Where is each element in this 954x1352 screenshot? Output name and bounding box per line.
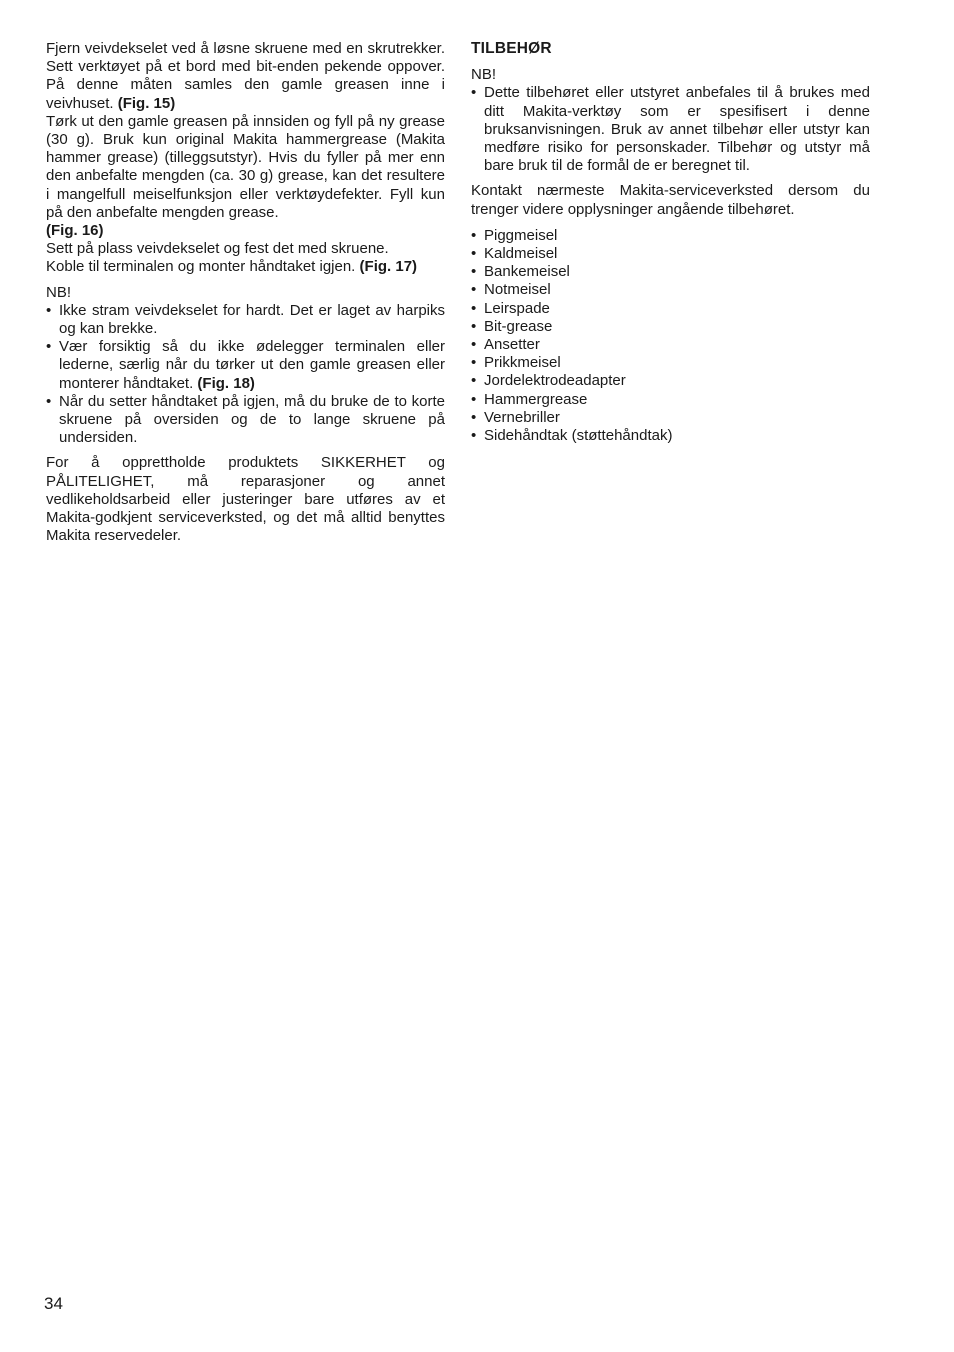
fig-ref: (Fig. 17)	[359, 258, 418, 276]
section-heading: TILBEHØR	[471, 40, 552, 57]
list-item: • Bankemeisel	[471, 263, 870, 281]
nb-bullet-list	[471, 84, 870, 175]
list-item: • Piggmeisel	[471, 227, 870, 245]
list-item: • Bit-grease	[471, 318, 870, 336]
list-item: • Prikkmeisel	[471, 354, 870, 372]
list-item: • Når du setter håndtaket på igjen, må du bruke de to korte skruene på oversiden og de to lange skruene på undersiden.	[46, 393, 445, 448]
paragraph-refit-cover: Sett på plass veivdekselet og fest det med skruene.	[46, 240, 389, 258]
page-number: 34	[44, 1294, 63, 1313]
list-item: • Vernebriller	[471, 409, 870, 427]
list-item: • Hammergrease	[471, 391, 870, 409]
paragraph-contact: Kontakt nærmeste Makita-serviceverksted dersom du trenger videre opplysninger angående tilbehøret.	[471, 182, 870, 218]
fig-ref: (Fig. 18)	[197, 374, 255, 392]
fig-ref: (Fig. 16)	[46, 222, 104, 240]
nb-label: NB!	[46, 283, 72, 301]
list-item: • Dette tilbehøret eller utstyret anbefales til å brukes med ditt Makita-verktøy som er spesifisert i denne bruksanvisningen. Bruk av annet tilbehør eller utstyr kan medføre risiko for personskader. Tilbehør og utstyr må bare bruk til de formål de er beregnet til.	[471, 84, 870, 175]
list-item: • Jordelektrodeadapter	[471, 372, 870, 390]
paragraph-refill-grease: Tørk ut den gamle greasen på innsiden og fyll på ny grease (30 g). Bruk kun original Makita hammergrease (Makita hammer grease) (tilleggsutstyr). Hvis du fyller på mer enn den anbefalte mengden (ca. 30 g) grease, kan det resultere i mangelfull meiselfunksjon eller verktøydefekter. Fyll kun på den anbefalte mengden grease. (Fig. 16)	[46, 112, 445, 240]
list-item: • Notmeisel	[471, 281, 870, 299]
left-column	[46, 40, 445, 545]
list-item: • Leirspade	[471, 300, 870, 318]
nb-bullet-list	[46, 302, 445, 448]
nb-label: NB!	[471, 66, 497, 84]
list-item: • Vær forsiktig så du ikke ødelegger terminalen eller lederne, særlig når du tørker ut den gamle greasen eller monterer håndtaket. (Fig. 18)	[46, 338, 445, 393]
paragraph-safety: For å opprettholde produktets SIKKERHET og PÅLITELIGHET, må reparasjoner og annet vedlikeholdsarbeid eller justeringer bare utføres av et Makita-godkjent serviceverksted, og det må alltid benyttes Makita reservedeler.	[46, 454, 445, 545]
fig-ref: (Fig. 15)	[117, 94, 176, 112]
accessory-list	[471, 227, 870, 445]
list-item: • Sidehåndtak (støttehåndtak)	[471, 427, 870, 445]
list-item: • Ansetter	[471, 336, 870, 354]
paragraph-connect-terminal: Koble til terminalen og monter håndtaket igjen. (Fig. 17)	[46, 258, 418, 276]
list-item: • Ikke stram veivdekselet for hardt. Det er laget av harpiks og kan brekke.	[46, 302, 445, 338]
list-item: • Kaldmeisel	[471, 245, 870, 263]
paragraph-remove-cover: Fjern veivdekselet ved å løsne skruene med en skrutrekker. Sett verktøyet på et bord med bit-enden pekende oppover. På denne måten samles den gamle greasen inne i veivhuset. (Fig. 15)	[46, 40, 445, 112]
right-column	[471, 40, 870, 445]
